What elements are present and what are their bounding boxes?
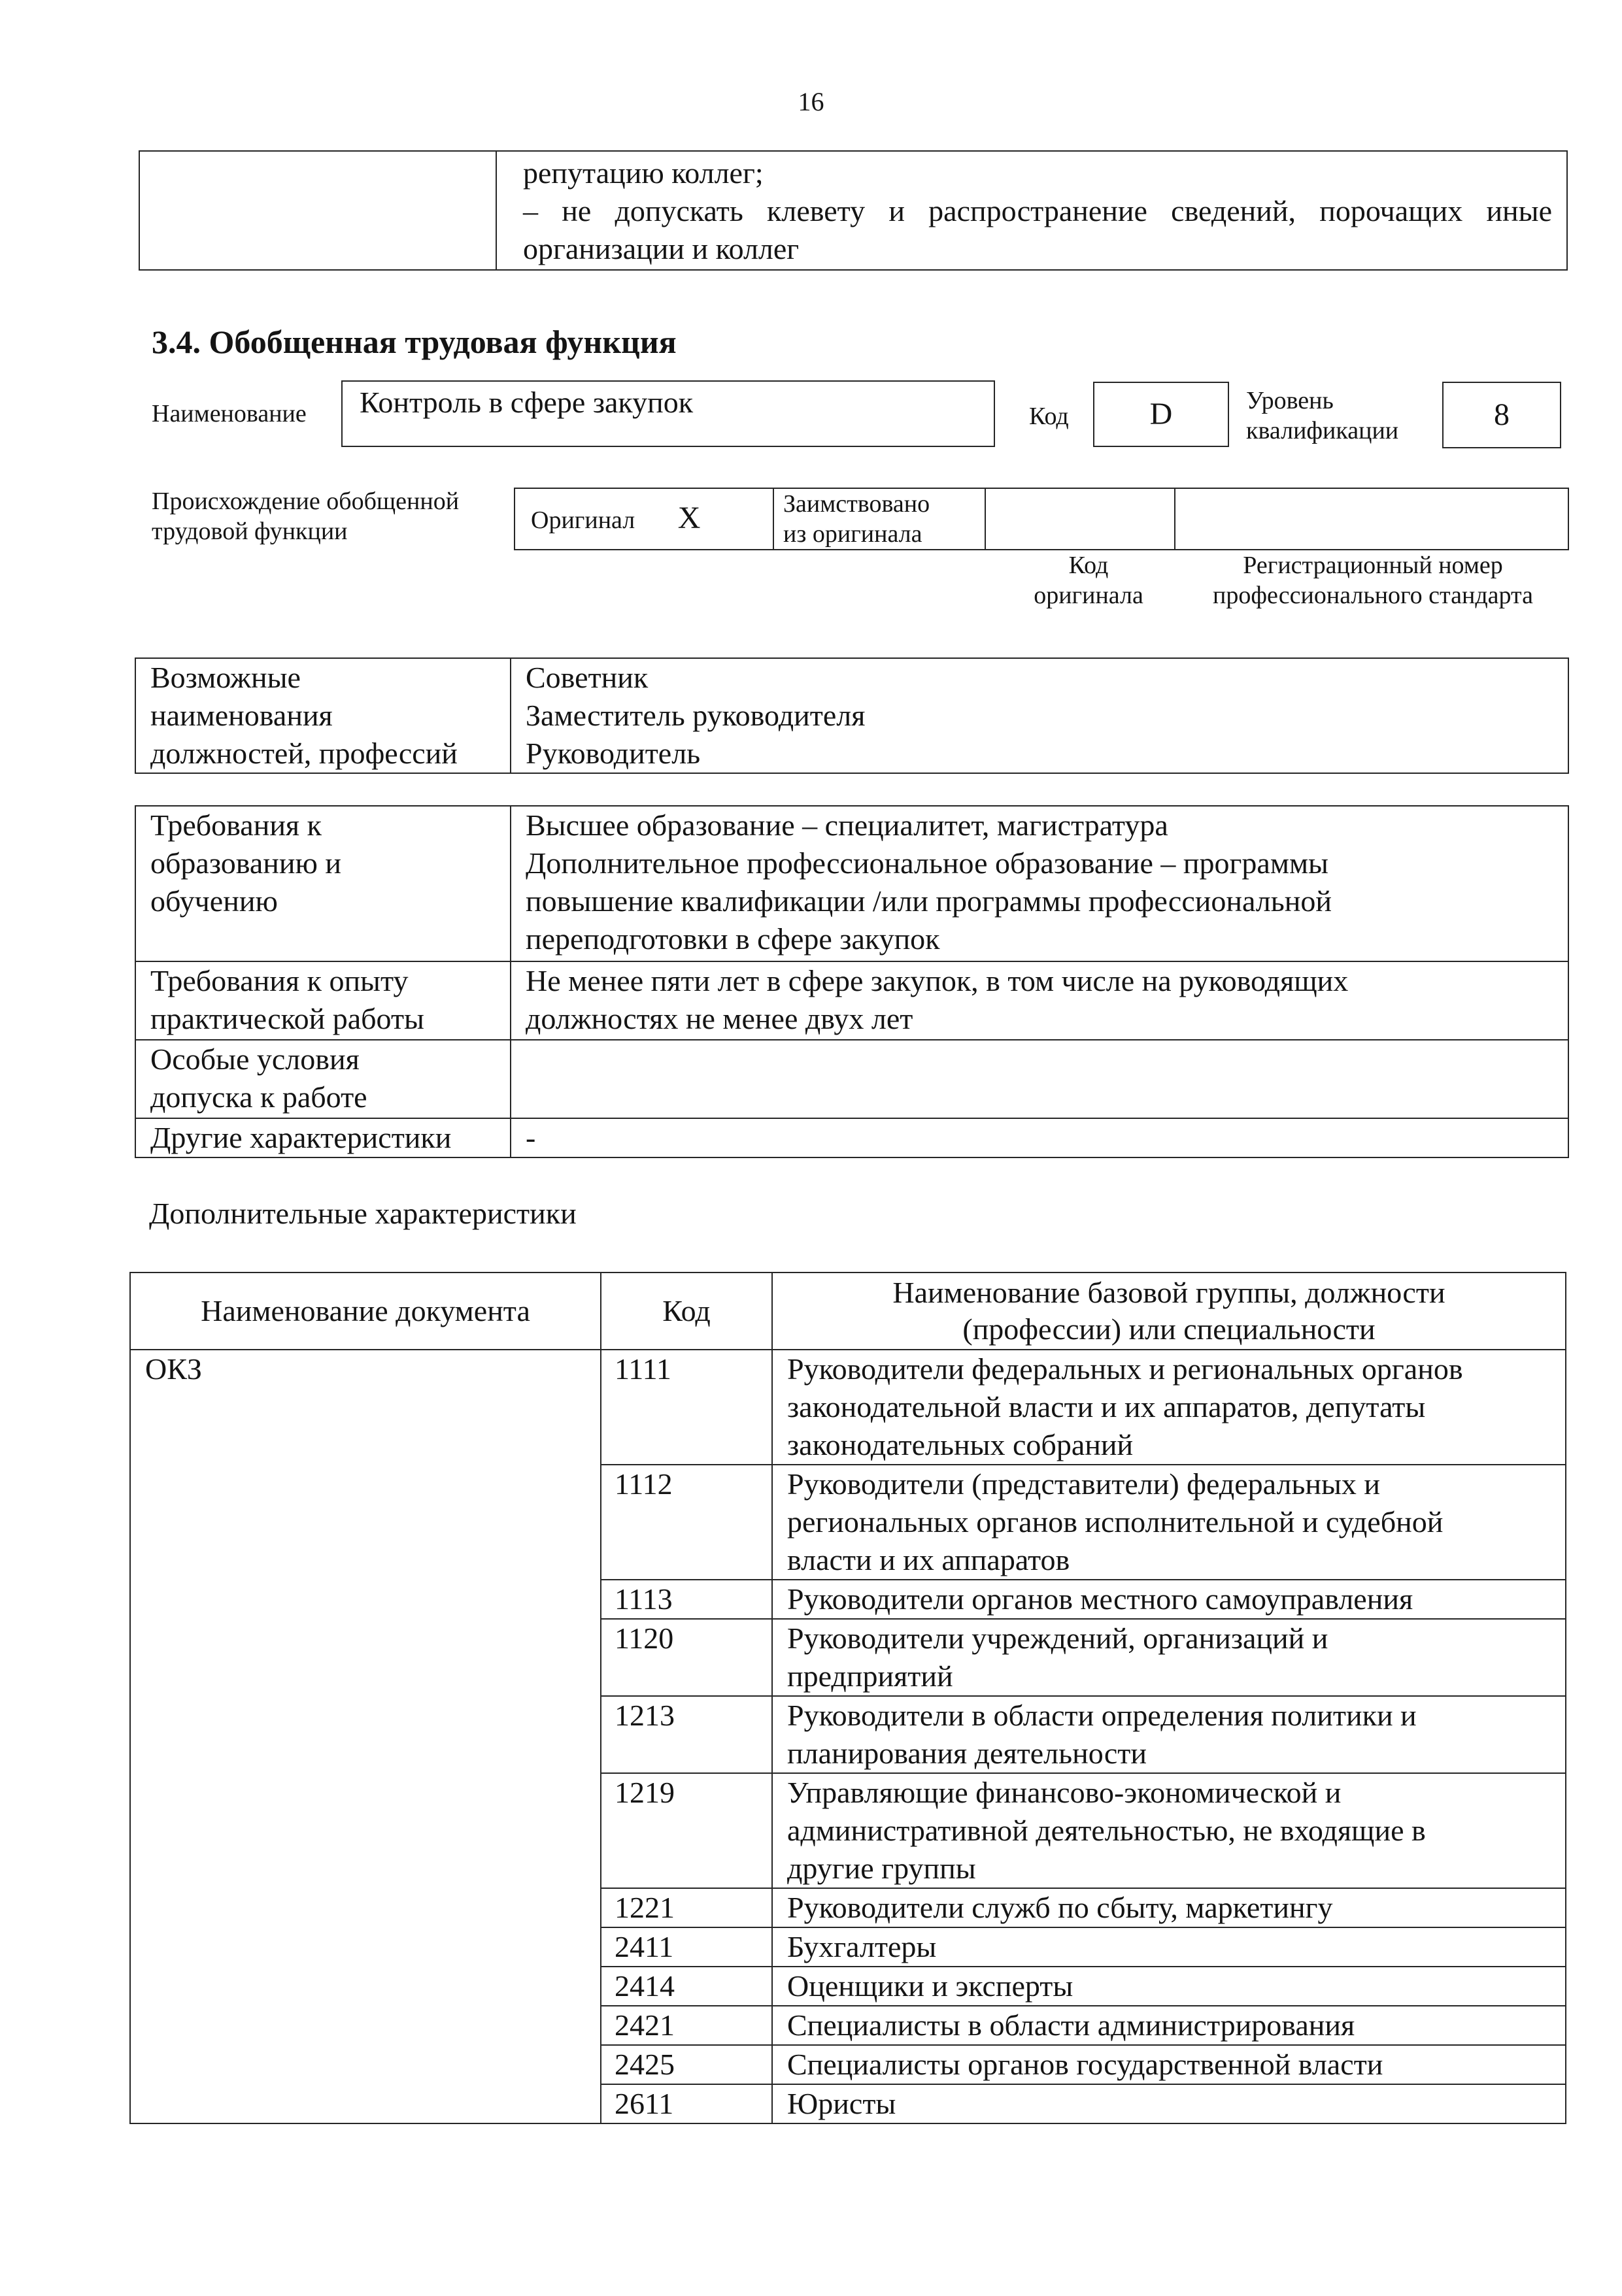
okz-code: 1111: [601, 1350, 772, 1465]
education-label-cell: [135, 806, 511, 961]
okz-group-line: Руководители (представители) федеральных и: [787, 1467, 1381, 1501]
borrowed-label-line: из оригинала: [783, 520, 922, 548]
okz-code: 1112: [601, 1465, 772, 1580]
origin-label-line: трудовой функции: [152, 518, 348, 545]
continuation-table: [139, 150, 1568, 271]
positions-label-line: должностей, профессий: [150, 737, 458, 770]
education-label-line: образованию и: [150, 846, 341, 880]
okz-code: 2421: [601, 2006, 772, 2045]
special-conditions-value-cell: [511, 1040, 1568, 1118]
experience-label-cell: [135, 961, 511, 1040]
additional-title: Дополнительные характеристики: [149, 1197, 577, 1230]
okz-group-name: [772, 2045, 1566, 2084]
section-title: 3.4. Обобщенная трудовая функция: [152, 324, 677, 360]
okz-group-name: [772, 2084, 1566, 2123]
borrowed-cell: [773, 488, 985, 550]
positions-table: [135, 657, 1569, 774]
header-group-name-line: Наименование базовой группы, должности: [892, 1276, 1445, 1309]
okz-code: 2414: [601, 1967, 772, 2006]
okz-group-line: Управляющие финансово-экономической и: [787, 1776, 1342, 1809]
other-characteristics-label: Другие характеристики: [150, 1121, 452, 1154]
okz-code: 2411: [601, 1927, 772, 1967]
special-conditions-label-cell: [135, 1040, 511, 1118]
other-characteristics-value: -: [526, 1121, 536, 1154]
level-value: 8: [1494, 397, 1510, 432]
original-mark: X: [677, 500, 701, 535]
header-code: Код: [601, 1273, 772, 1350]
code-original-caption-line: оригинала: [1034, 582, 1143, 609]
code-value: D: [1149, 397, 1173, 431]
code-value-box: [1093, 382, 1229, 447]
education-value-line: повышение квалификации /или программы профессиональной: [526, 884, 1332, 918]
okz-group-line: Руководители в области определения политики и: [787, 1699, 1417, 1732]
okz-group-line: другие группы: [787, 1852, 976, 1885]
position-name: Советник: [526, 661, 649, 694]
experience-label-line: Требования к опыту: [150, 964, 409, 997]
okz-group-line: планирования деятельности: [787, 1737, 1147, 1770]
okz-group-name: [772, 1927, 1566, 1967]
okz-group-line: административной деятельностью, не входящие в: [787, 1814, 1426, 1847]
header-document: Наименование документа: [130, 1273, 601, 1350]
experience-label-line: практической работы: [150, 1002, 424, 1035]
position-name: Руководитель: [526, 737, 701, 770]
continuation-text-cell: [496, 151, 1567, 270]
education-value-line: Дополнительное профессиональное образование – программы: [526, 846, 1328, 880]
okz-group-name: [772, 1580, 1566, 1619]
education-label-line: обучению: [150, 884, 278, 918]
other-characteristics-value-cell: [511, 1118, 1568, 1157]
okz-group-line: предприятий: [787, 1659, 953, 1693]
level-label-line: квалификации: [1246, 417, 1399, 444]
okz-group-name: [772, 1696, 1566, 1773]
okz-group-line: Руководители учреждений, организаций и: [787, 1622, 1328, 1655]
header-group-name: [772, 1273, 1566, 1350]
okz-code: 2611: [601, 2084, 772, 2123]
positions-values-cell: [511, 658, 1568, 773]
okz-group-line: Руководители органов местного самоуправления: [787, 1582, 1413, 1616]
okz-group-name: [772, 1619, 1566, 1696]
origin-table: [514, 488, 1569, 550]
okz-group-line: Юристы: [787, 2087, 896, 2120]
okz-code: 1120: [601, 1619, 772, 1696]
reg-number-caption-line: Регистрационный номер: [1243, 552, 1503, 579]
original-label: Оригинал: [531, 506, 635, 534]
okz-group-line: законодательной власти и их аппаратов, депутаты: [787, 1390, 1426, 1423]
okz-table: [129, 1272, 1566, 2124]
code-original-caption: [994, 550, 1183, 610]
okz-group-line: Специалисты органов государственной власти: [787, 2048, 1383, 2081]
continuation-empty-cell: [139, 151, 496, 270]
origin-label: [152, 486, 459, 546]
education-value-line: переподготовки в сфере закупок: [526, 922, 940, 956]
okz-group-line: Оценщики и эксперты: [787, 1969, 1073, 2003]
positions-label-line: Возможные: [150, 661, 301, 694]
okz-group-line: власти и их аппаратов: [787, 1543, 1070, 1576]
continuation-line: репутацию коллег;: [523, 156, 764, 190]
okz-group-line: Руководители федеральных и региональных органов: [787, 1352, 1463, 1386]
okz-code: 2425: [601, 2045, 772, 2084]
okz-group-name: [772, 1350, 1566, 1465]
continuation-line: организации и коллег: [523, 232, 800, 265]
special-conditions-label-line: Особые условия: [150, 1042, 360, 1076]
okz-code: 1213: [601, 1696, 772, 1773]
okz-code: 1221: [601, 1888, 772, 1927]
continuation-line: – не допускать клевету и распространение сведений, порочащих иные: [523, 194, 1552, 227]
experience-value-cell: [511, 961, 1568, 1040]
okz-group-line: законодательных собраний: [787, 1428, 1134, 1461]
origin-label-line: Происхождение обобщенной: [152, 488, 460, 515]
level-value-box: [1442, 382, 1561, 448]
education-value-line: Высшее образование – специалитет, магистратура: [526, 808, 1168, 842]
education-value-cell: [511, 806, 1568, 961]
reg-number-caption: [1177, 550, 1569, 610]
okz-group-line: Специалисты в области администрирования: [787, 2008, 1355, 2042]
okz-group-line: Руководители служб по сбыту, маркетингу: [787, 1891, 1333, 1924]
okz-code: 1219: [601, 1773, 772, 1888]
table-row: [130, 1350, 1566, 1465]
okz-group-line: Бухгалтеры: [787, 1930, 937, 1963]
name-value: Контроль в сфере закупок: [360, 386, 694, 419]
code-original-caption-line: Код: [1068, 552, 1109, 579]
level-label: [1246, 386, 1398, 446]
other-characteristics-label-cell: [135, 1118, 511, 1157]
level-label-line: Уровень: [1246, 387, 1334, 414]
name-value-box: [341, 380, 995, 447]
position-name: Заместитель руководителя: [526, 699, 866, 732]
experience-value-line: Не менее пяти лет в сфере закупок, в том числе на руководящих: [526, 964, 1349, 997]
okz-code: 1113: [601, 1580, 772, 1619]
okz-group-name: [772, 2006, 1566, 2045]
reg-number-caption-line: профессионального стандарта: [1213, 582, 1533, 609]
name-label: Наименование: [152, 400, 307, 427]
special-conditions-label-line: допуска к работе: [150, 1080, 367, 1114]
positions-label-cell: [135, 658, 511, 773]
code-label: Код: [1029, 403, 1069, 430]
okz-group-name: [772, 1773, 1566, 1888]
header-group-name-line: (профессии) или специальности: [962, 1312, 1376, 1346]
document-name-cell: [130, 1350, 601, 2123]
positions-label-line: наименования: [150, 699, 333, 732]
original-cell: [515, 488, 773, 550]
requirements-table: [135, 805, 1569, 1158]
registration-number-cell: [1175, 488, 1568, 550]
okz-group-name: [772, 1888, 1566, 1927]
experience-value-line: должностях не менее двух лет: [526, 1002, 913, 1035]
okz-group-line: региональных органов исполнительной и судебной: [787, 1505, 1444, 1539]
education-label-line: Требования к: [150, 808, 322, 842]
okz-group-name: [772, 1465, 1566, 1580]
document-name: ОКЗ: [145, 1352, 202, 1386]
original-code-cell: [985, 488, 1175, 550]
borrowed-label-line: Заимствовано: [783, 490, 930, 518]
page-number: 16: [798, 87, 824, 116]
okz-group-name: [772, 1967, 1566, 2006]
